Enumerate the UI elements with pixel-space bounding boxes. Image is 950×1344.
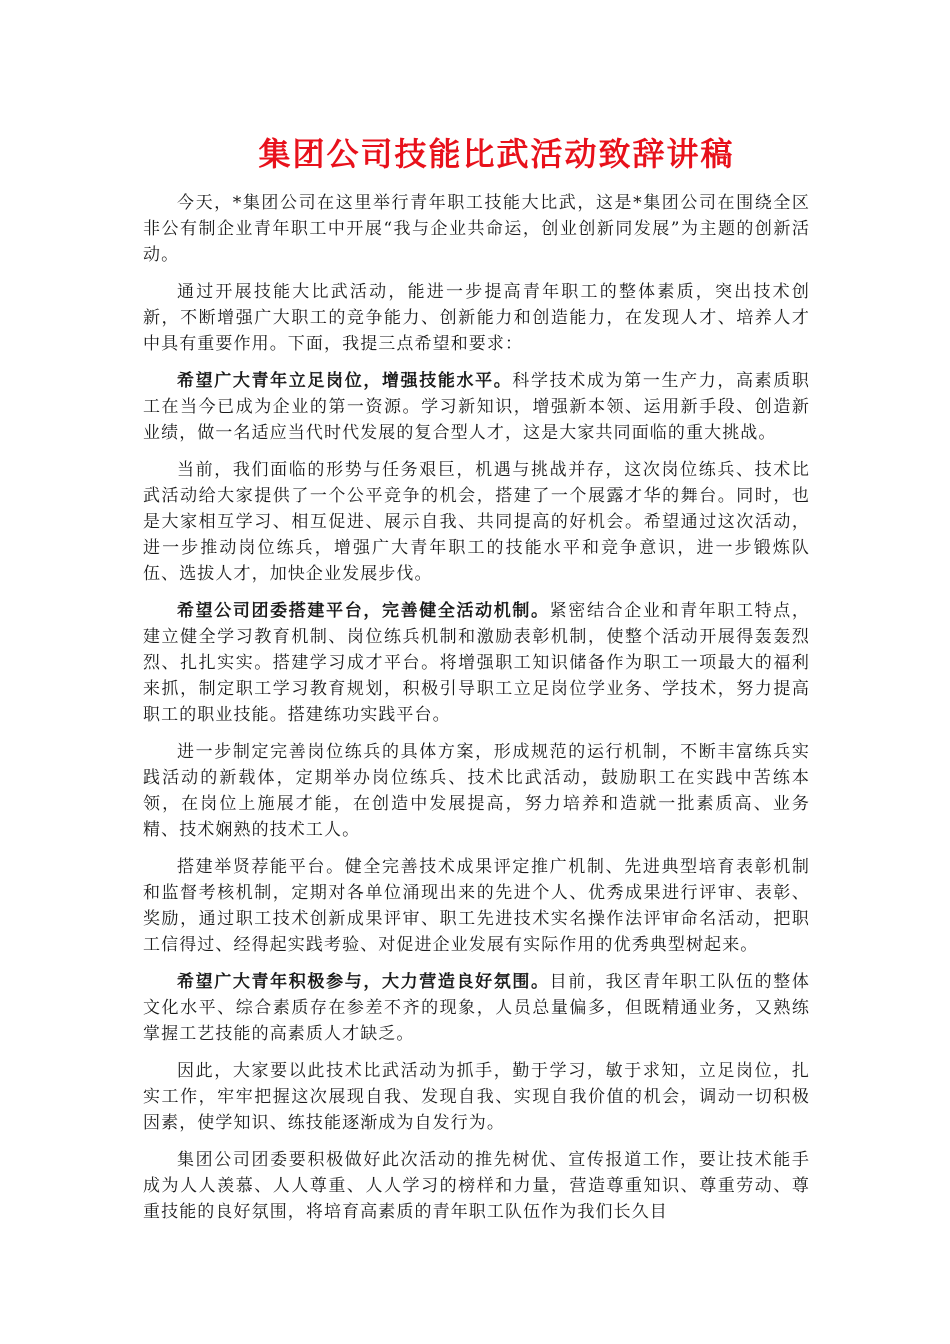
paragraph-1	[143, 190, 810, 268]
paragraph-2	[143, 279, 810, 357]
paragraph-7	[143, 854, 810, 958]
paragraph-text: 进一步制定完善岗位练兵的具体方案，形成规范的运行机制，不断丰富练兵实践活动的新载体，定期举办岗位练兵、技术比武活动，鼓励职工在实践中苦练本领，在岗位上施展才能，在创造中发展提高，努力培养和造就一批素质高、业务精、技术娴熟的技术工人。	[143, 742, 810, 840]
paragraph-lead: 希望广大青年积极参与，大力营造良好氛围。	[177, 972, 550, 992]
paragraph-8	[143, 969, 810, 1047]
paragraph-text: 当前，我们面临的形势与任务艰巨，机遇与挑战并存，这次岗位练兵、技术比武活动给大家提供了一个公平竞争的机会，搭建了一个展露才华的舞台。同时，也是大家相互学习、相互促进、展示自我、共同提高的好机会。希望通过这次活动，进一步推动岗位练兵，增强广大青年职工的技能水平和竞争意识，进一步锻炼队伍、选拔人才，加快企业发展步伐。	[143, 460, 810, 584]
paragraph-4	[143, 457, 810, 587]
paragraph-lead: 希望广大青年立足岗位，增强技能水平。	[177, 371, 513, 391]
paragraph-text: 通过开展技能大比武活动，能进一步提高青年职工的整体素质，突出技术创新，不断增强广大职工的竞争能力、创新能力和创造能力，在发现人才、培养人才中具有重要作用。下面，我提三点希望和要求：	[143, 282, 810, 354]
document-title: 集团公司技能比武活动致辞讲稿	[258, 135, 735, 173]
paragraph-text: 紧密结合企业和青年职工特点，建立健全学习教育机制、岗位练兵机制和激励表彰机制，使整个活动开展得轰轰烈烈、扎扎实实。搭建学习成才平台。将增强职工知识储备作为职工一项最大的福利来抓，制定职工学习教育规划，积极引导职工立足岗位学业务、学技术，努力提高职工的职业技能。搭建练功实践平台。	[143, 601, 811, 725]
paragraph-6	[143, 739, 810, 843]
paragraph-9	[143, 1058, 810, 1136]
paragraph-lead: 希望公司团委搭建平台，完善健全活动机制。	[177, 601, 550, 621]
paragraph-5	[143, 598, 810, 728]
paragraph-text: 今天，*集团公司在这里举行青年职工技能大比武，这是*集团公司在围绕全区非公有制企业青年职工中开展“我与企业共命运，创业创新同发展”为主题的创新活动。	[143, 193, 810, 265]
paragraph-10	[143, 1147, 810, 1225]
document-page	[143, 128, 810, 1236]
paragraph-text: 目前，我区青年职工队伍的整体文化水平、综合素质存在参差不齐的现象，人员总量偏多，但既精通业务，又熟练掌握工艺技能的高素质人才缺乏。	[143, 972, 811, 1044]
paragraph-text: 科学技术成为第一生产力，高素质职工在当今已成为企业的第一资源。学习新知识，增强新本领、运用新手段、创造新业绩，做一名适应当代时代发展的复合型人才，这是大家共同面临的重大挑战。	[143, 371, 810, 443]
paragraph-text: 因此，大家要以此技术比武活动为抓手，勤于学习，敏于求知，立足岗位，扎实工作，牢牢把握这次展现自我、发现自我、实现自我价值的机会，调动一切积极因素，使学知识、练技能逐渐成为自发行为。	[143, 1061, 810, 1133]
paragraph-text: 搭建举贤荐能平台。健全完善技术成果评定推广机制、先进典型培育表彰机制和监督考核机制，定期对各单位涌现出来的先进个人、优秀成果进行评审、表彰、奖励，通过职工技术创新成果评审、职工先进技术实名操作法评审命名活动，把职工信得过、经得起实践考验、对促进企业发展有实际作用的优秀典型树起来。	[143, 857, 810, 955]
paragraph-3	[143, 368, 810, 446]
paragraph-text: 集团公司团委要积极做好此次活动的推先树优、宣传报道工作，要让技术能手成为人人羡慕、人人尊重、人人学习的榜样和力量，营造尊重知识、尊重劳动、尊重技能的良好氛围，将培育高素质的青年职工队伍作为我们长久目	[143, 1150, 810, 1222]
